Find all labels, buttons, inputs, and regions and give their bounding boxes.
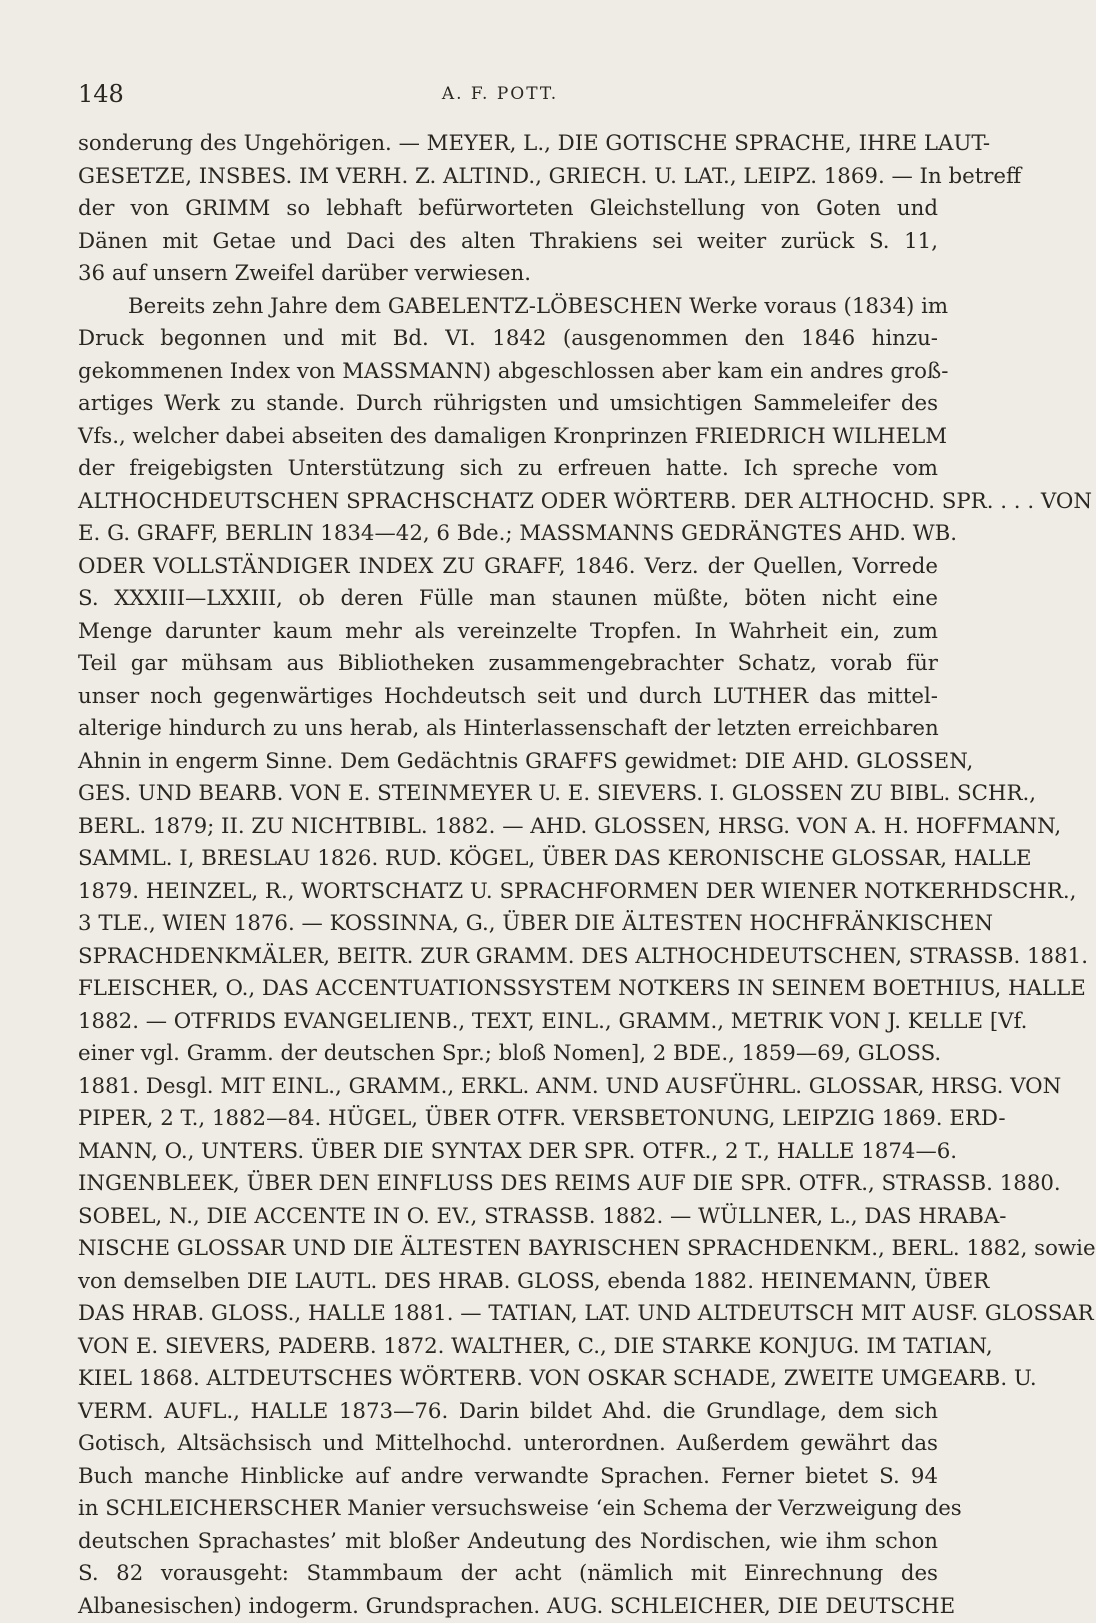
text-line: 36 auf unsern Zweifel darüber verwiesen.: [78, 258, 938, 291]
text-line: GES. UND BEARB. VON E. STEINMEYER U. E. SIEVERS. I. GLOSSEN ZU BIBL. SCHR.,: [78, 778, 938, 811]
text-line: Menge darunter kaum mehr als vereinzelte Tropfen. In Wahrheit ein, zum: [78, 616, 938, 649]
text-line: DAS HRAB. GLOSS., HALLE 1881. — TATIAN, LAT. UND ALTDEUTSCH MIT AUSF. GLOSSAR: [78, 1298, 938, 1331]
text-line: FLEISCHER, O., DAS ACCENTUATIONSSYSTEM NOTKERS IN SEINEM BOETHIUS, HALLE: [78, 973, 938, 1006]
text-line: E. G. GRAFF, BERLIN 1834—42, 6 Bde.; MASSMANNS GEDRÄNGTES AHD. WB.: [78, 518, 938, 551]
text-line: 1882. — OTFRIDS EVANGELIENB., TEXT, EINL., GRAMM., METRIK VON J. KELLE [Vf.: [78, 1006, 938, 1039]
text-line: GESETZE, INSBES. IM VERH. Z. ALTIND., GRIECH. U. LAT., LEIPZ. 1869. — In betreff: [78, 161, 938, 194]
text-line: 1881. Desgl. MIT EINL., GRAMM., ERKL. ANM. UND AUSFÜHRL. GLOSSAR, HRSG. VON: [78, 1071, 938, 1104]
text-line: Teil gar mühsam aus Bibliotheken zusammengebrachter Schatz, vorab für: [78, 648, 938, 681]
text-line: SOBEL, N., DIE ACCENTE IN O. EV., STRASSB. 1882. — WÜLLNER, L., DAS HRABA-: [78, 1201, 938, 1234]
text-line: SPRACHDENKMÄLER, BEITR. ZUR GRAMM. DES ALTHOCHDEUTSCHEN, STRASSB. 1881.: [78, 941, 938, 974]
body-text: [78, 128, 938, 1623]
text-line: unser noch gegenwärtiges Hochdeutsch seit und durch LUTHER das mittel-: [78, 681, 938, 714]
page-header: [78, 80, 922, 110]
text-line: deutschen Sprachastes’ mit bloßer Andeutung des Nordischen, wie ihm schon: [78, 1526, 938, 1559]
text-line: 3 TLE., WIEN 1876. — KOSSINNA, G., ÜBER DIE ÄLTESTEN HOCHFRÄNKISCHEN: [78, 908, 938, 941]
text-line: NISCHE GLOSSAR UND DIE ÄLTESTEN BAYRISCHEN SPRACHDENKM., BERL. 1882, sowie: [78, 1233, 938, 1266]
text-line: KIEL 1868. ALTDEUTSCHES WÖRTERB. VON OSKAR SCHADE, ZWEITE UMGEARB. U.: [78, 1363, 938, 1396]
text-line: einer vgl. Gramm. der deutschen Spr.; bloß Nomen], 2 BDE., 1859—69, GLOSS.: [78, 1038, 938, 1071]
text-line: VON E. SIEVERS, PADERB. 1872. WALTHER, C., DIE STARKE KONJUG. IM TATIAN,: [78, 1331, 938, 1364]
text-line: PIPER, 2 T., 1882—84. HÜGEL, ÜBER OTFR. VERSBETONUNG, LEIPZIG 1869. ERD-: [78, 1103, 938, 1136]
running-head: A. F. POTT.: [78, 84, 922, 104]
text-line: sonderung des Ungehörigen. — MEYER, L., DIE GOTISCHE SPRACHE, IHRE LAUT-: [78, 128, 938, 161]
text-line: in SCHLEICHERSCHER Manier versuchsweise ‘ein Schema der Verzweigung des: [78, 1493, 938, 1526]
text-line: von demselben DIE LAUTL. DES HRAB. GLOSS, ebenda 1882. HEINEMANN, ÜBER: [78, 1266, 938, 1299]
text-line: Albanesischen) indogerm. Grundsprachen. AUG. SCHLEICHER, DIE DEUTSCHE: [78, 1591, 938, 1623]
page-number: 148: [78, 80, 124, 108]
text-line: Buch manche Hinblicke auf andre verwandte Sprachen. Ferner bietet S. 94: [78, 1461, 938, 1494]
text-line: 1879. HEINZEL, R., WORTSCHATZ U. SPRACHFORMEN DER WIENER NOTKERHDSCHR.,: [78, 876, 938, 909]
text-line: Gotisch, Altsächsisch und Mittelhochd. unterordnen. Außerdem gewährt das: [78, 1428, 938, 1461]
text-line: SAMML. I, BRESLAU 1826. RUD. KÖGEL, ÜBER DAS KERONISCHE GLOSSAR, HALLE: [78, 843, 938, 876]
text-line: Bereits zehn Jahre dem GABELENTZ-LÖBESCHEN Werke voraus (1834) im: [78, 291, 938, 324]
text-line: gekommenen Index von MASSMANN) abgeschlossen aber kam ein andres groß-: [78, 356, 938, 389]
text-line: der von GRIMM so lebhaft befürworteten Gleichstellung von Goten und: [78, 193, 938, 226]
text-line: Ahnin in engerm Sinne. Dem Gedächtnis GRAFFS gewidmet: DIE AHD. GLOSSEN,: [78, 746, 938, 779]
text-line: ALTHOCHDEUTSCHEN SPRACHSCHATZ ODER WÖRTERB. DER ALTHOCHD. SPR. . . . VON: [78, 486, 938, 519]
text-line: der freigebigsten Unterstützung sich zu erfreuen hatte. Ich spreche vom: [78, 453, 938, 486]
text-line: Druck begonnen und mit Bd. VI. 1842 (ausgenommen den 1846 hinzu-: [78, 323, 938, 356]
text-line: BERL. 1879; II. ZU NICHTBIBL. 1882. — AHD. GLOSSEN, HRSG. VON A. H. HOFFMANN,: [78, 811, 938, 844]
text-line: INGENBLEEK, ÜBER DEN EINFLUSS DES REIMS AUF DIE SPR. OTFR., STRASSB. 1880.: [78, 1168, 938, 1201]
text-line: artiges Werk zu stande. Durch rührigsten und umsichtigen Sammeleifer des: [78, 388, 938, 421]
text-line: S. 82 vorausgeht: Stammbaum der acht (nämlich mit Einrechnung des: [78, 1558, 938, 1591]
text-line: VERM. AUFL., HALLE 1873—76. Darin bildet Ahd. die Grundlage, dem sich: [78, 1396, 938, 1429]
text-line: Dänen mit Getae und Daci des alten Thrakiens sei weiter zurück S. 11,: [78, 226, 938, 259]
text-line: ODER VOLLSTÄNDIGER INDEX ZU GRAFF, 1846. Verz. der Quellen, Vorrede: [78, 551, 938, 584]
text-line: Vfs., welcher dabei abseiten des damaligen Kronprinzen FRIEDRICH WILHELM: [78, 421, 938, 454]
text-line: MANN, O., UNTERS. ÜBER DIE SYNTAX DER SPR. OTFR., 2 T., HALLE 1874—6.: [78, 1136, 938, 1169]
text-line: S. XXXIII—LXXIII, ob deren Fülle man staunen müßte, böten nicht eine: [78, 583, 938, 616]
text-line: alterige hindurch zu uns herab, als Hinterlassenschaft der letzten erreichbaren: [78, 713, 938, 746]
